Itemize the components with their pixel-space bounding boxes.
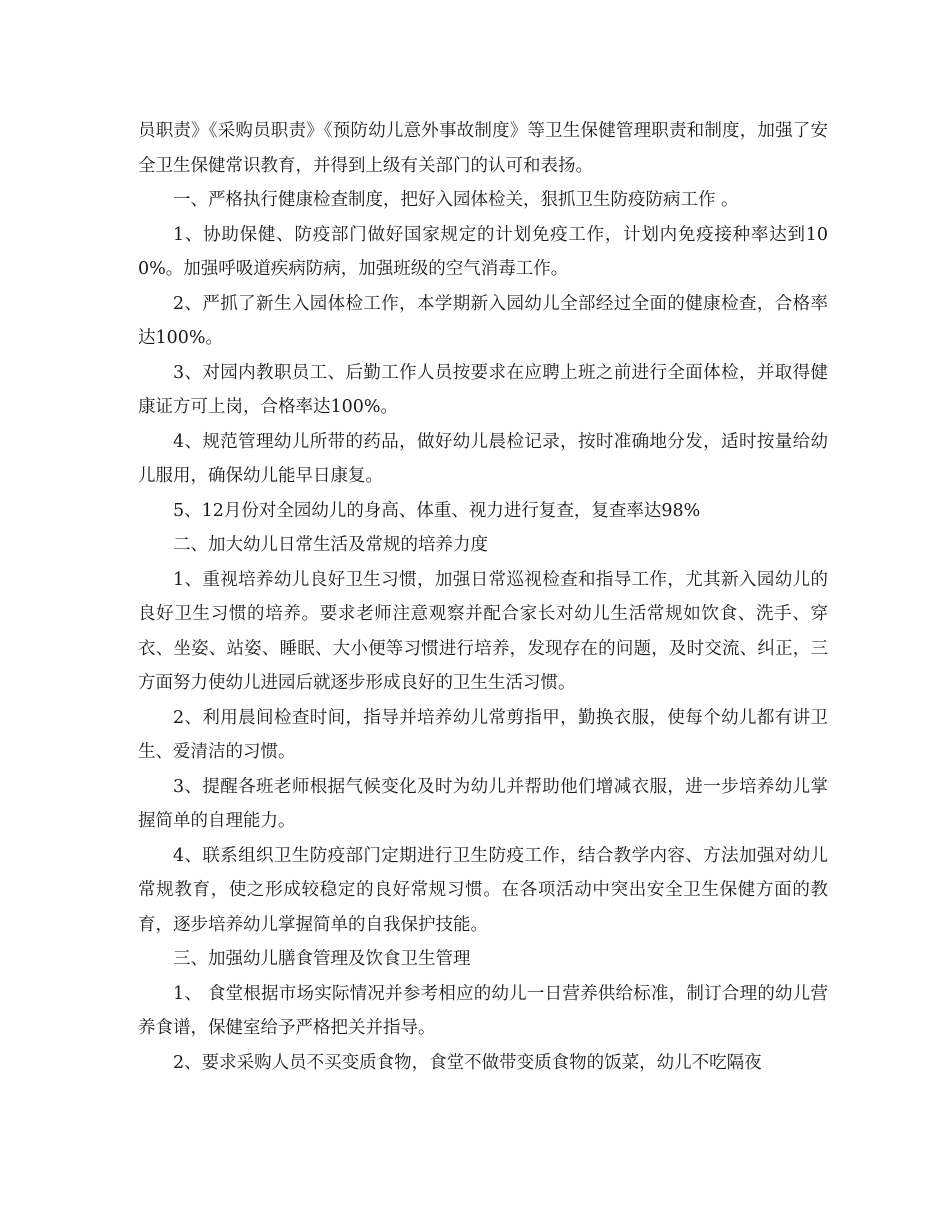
- paragraph: 4、联系组织卫生防疫部门定期进行卫生防疫工作，结合教学内容、方法加强对幼儿常规教育，使之形成较稳定的良好常规习惯。在各项活动中突出安全卫生保健方面的教育，逐步培养幼儿掌握简单的自我保护技能。: [138, 845, 828, 935]
- section-heading: 三、加强幼儿膳食管理及饮食卫生管理: [173, 949, 471, 969]
- paragraph: 5、12月份对全园幼儿的身高、体重、视力进行复查，复查率达98%: [173, 500, 701, 521]
- paragraph: 3、对园内教职员工、后勤工作人员按要求在应聘上班之前进行全面体检，并取得健康证方可上岗，合格率达100%。: [138, 362, 828, 417]
- section-heading: 二、加大幼儿日常生活及常规的培养力度: [173, 535, 488, 555]
- paragraph: 1、重视培养幼儿良好卫生习惯，加强日常巡视检查和指导工作，尤其新入园幼儿的良好卫生习惯的培养。要求老师注意观察并配合家长对幼儿生活常规如饮食、洗手、穿衣、坐姿、站姿、睡眠、大小便等习惯进行培养，发现存在的问题，及时交流、纠正，三方面努力使幼儿进园后就逐步形成良好的卫生生活习惯。: [138, 569, 828, 693]
- paragraph: 2、利用晨间检查时间，指导并培养幼儿常剪指甲，勤换衣服，使每个幼儿都有讲卫生、爱清洁的习惯。: [138, 707, 828, 762]
- paragraph: 员职责》《采购员职责》《预防幼儿意外事故制度》等卫生保健管理职责和制度，加强了安全卫生保健常识教育，并得到上级有关部门的认可和表扬。: [138, 121, 828, 176]
- paragraph: 1、协助保健、防疫部门做好国家规定的计划免疫工作，计划内免疫接种率达到100%。加强呼吸道疾病防病，加强班级的空气消毒工作。: [138, 224, 828, 279]
- paragraph: 1、 食堂根据市场实际情况并参考相应的幼儿一日营养供给标准，制订合理的幼儿营养食谱，保健室给予严格把关并指导。: [138, 983, 828, 1038]
- section-heading: 一、严格执行健康检查制度，把好入园体检关，狠抓卫生防疫防病工作 。: [173, 190, 739, 210]
- paragraph: 3、提醒各班老师根据气候变化及时为幼儿并帮助他们增减衣服，进一步培养幼儿掌握简单的自理能力。: [138, 776, 828, 831]
- paragraph: 2、要求采购人员不买变质食物，食堂不做带变质食物的饭菜，幼儿不吃隔夜: [173, 1052, 762, 1073]
- paragraph: 2、严抓了新生入园体检工作，本学期新入园幼儿全部经过全面的健康检查，合格率达100%。: [138, 293, 828, 348]
- paragraph: 4、规范管理幼儿所带的药品，做好幼儿晨检记录，按时准确地分发，适时按量给幼儿服用，确保幼儿能早日康复。: [138, 431, 828, 486]
- document-body: [138, 114, 828, 1080]
